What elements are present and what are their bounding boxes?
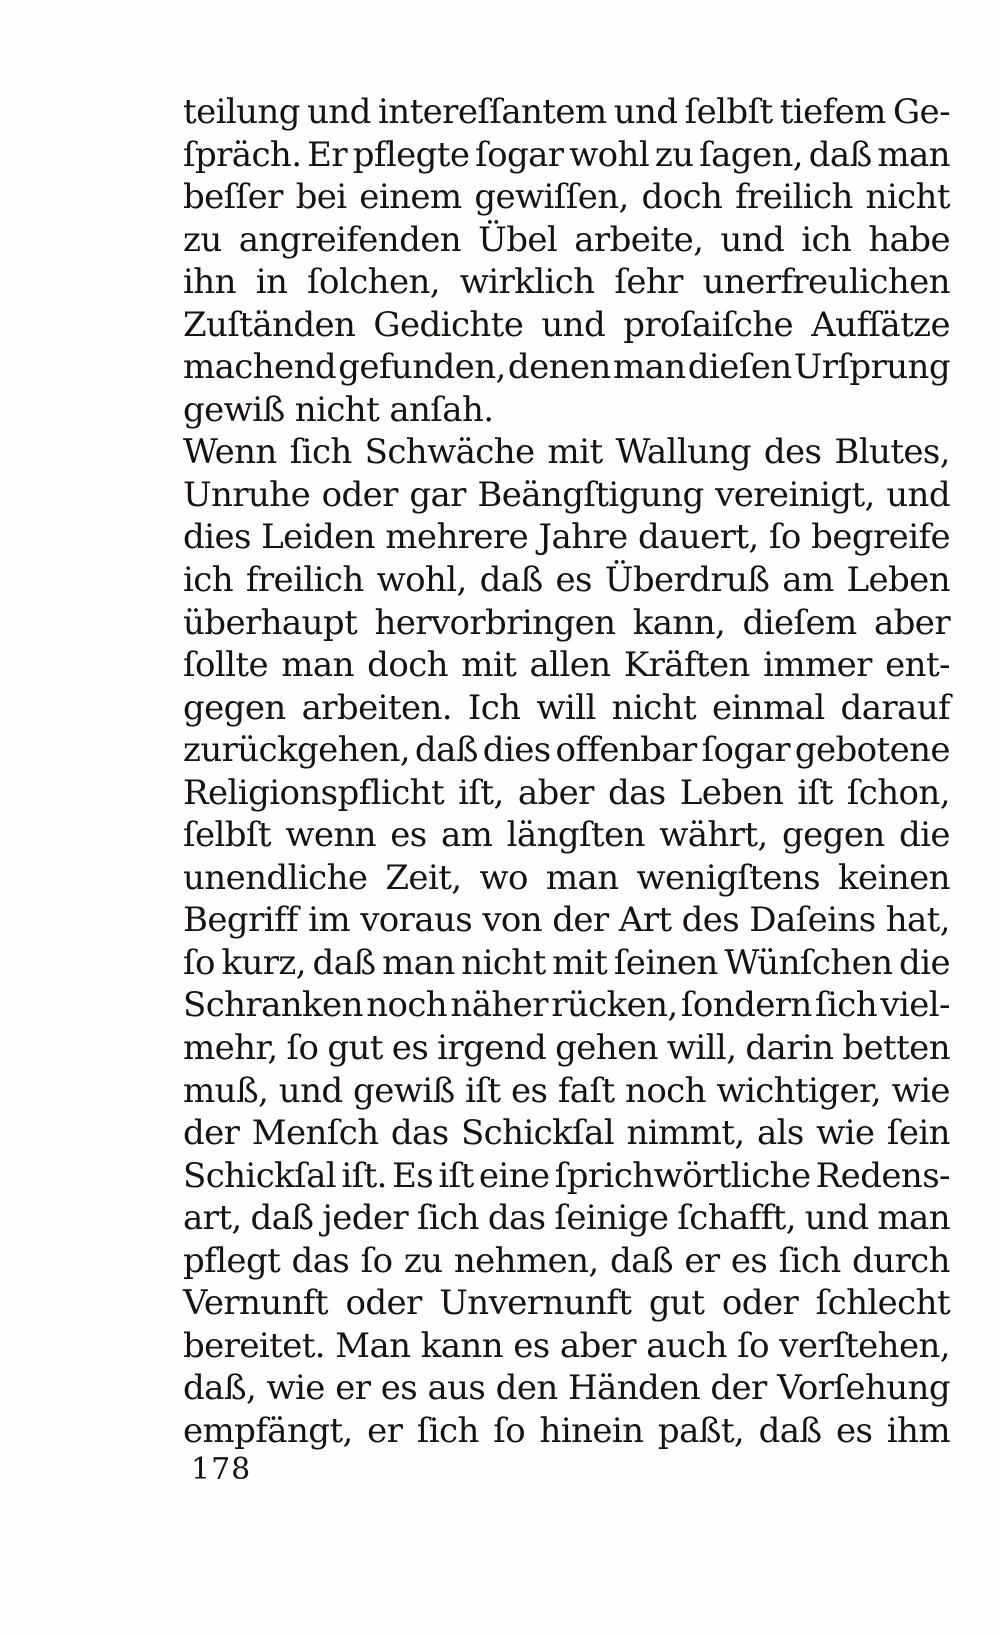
text-line: mehr, ſo gut es irgend gehen will, darin betten (183, 1028, 950, 1069)
text-line: gegen arbeiten. Ich will nicht einmal darauf (183, 687, 950, 728)
page-number: 178 (191, 1452, 252, 1487)
text-line: Schranken noch näher rücken, ſondern ſich viel- (183, 985, 950, 1026)
text-line: Wenn ſich Schwäche mit Wallung des Blutes, (183, 432, 950, 473)
text-line: art, daß jeder ſich das ſeinige ſchafft, und man (183, 1198, 950, 1239)
text-line: Religionspflicht iſt, aber das Leben iſt ſchon, (183, 772, 950, 813)
text-line: pflegt das ſo zu nehmen, daß er es ſich durch (183, 1240, 950, 1281)
text-line: ihn in ſolchen, wirklich ſehr unerfreulichen (183, 262, 950, 303)
text-line: gewiß nicht anſah. (183, 389, 494, 430)
text-line: Begriff im voraus von der Art des Daſeins hat, (183, 900, 950, 941)
text-line: ſpräch. Er pflegte ſogar wohl zu ſagen, daß man (183, 134, 950, 175)
text-line: empfängt, er ſich ſo hinein paßt, daß es ihm (183, 1410, 950, 1451)
text-line: zurückgehen, daß dies offenbar ſogar gebotene (183, 730, 950, 771)
text-line: machend gefunden, denen man dieſen Urſprung (183, 347, 950, 388)
text-line: ſelbſt wenn es am längſten währt, gegen die (183, 815, 950, 856)
text-line: dies Leiden mehrere Jahre dauert, ſo begreife (183, 517, 950, 558)
page-text (183, 92, 950, 1454)
text-line: ich freilich wohl, daß es Überdruß am Leben (183, 560, 950, 601)
text-line: unendliche Zeit, wo man wenigſtens keinen (183, 857, 950, 898)
text-line: teilung und intereſſantem und ſelbſt tiefem Ge- (183, 92, 950, 132)
text-line: Schickſal iſt. Es iſt eine ſprichwörtliche Redens- (183, 1155, 950, 1196)
text-line: ſollte man doch mit allen Kräften immer ent- (183, 645, 950, 686)
text-line: ſo kurz, daß man nicht mit ſeinen Wünſchen die (183, 942, 950, 983)
text-line: zu angreifenden Übel arbeite, und ich habe (183, 219, 950, 260)
text-line: Zuſtänden Gedichte und proſaiſche Aufſätze (183, 304, 950, 345)
text-line: Unruhe oder gar Beängſtigung vereinigt, und (183, 474, 950, 515)
text-line: muß, und gewiß iſt es faſt noch wichtiger, wie (183, 1070, 950, 1111)
text-line: der Menſch das Schickſal nimmt, als wie ſein (183, 1113, 950, 1154)
text-line: bereitet. Man kann es aber auch ſo verſtehen, (183, 1325, 950, 1366)
text-line: daß, wie er es aus den Händen der Vorſehung (183, 1368, 950, 1409)
text-line: beſſer bei einem gewiſſen, doch freilich nicht (183, 177, 950, 218)
text-line: überhaupt hervorbringen kann, dieſem aber (183, 602, 950, 643)
text-line: Vernunft oder Unvernunft gut oder ſchlecht (183, 1283, 950, 1324)
